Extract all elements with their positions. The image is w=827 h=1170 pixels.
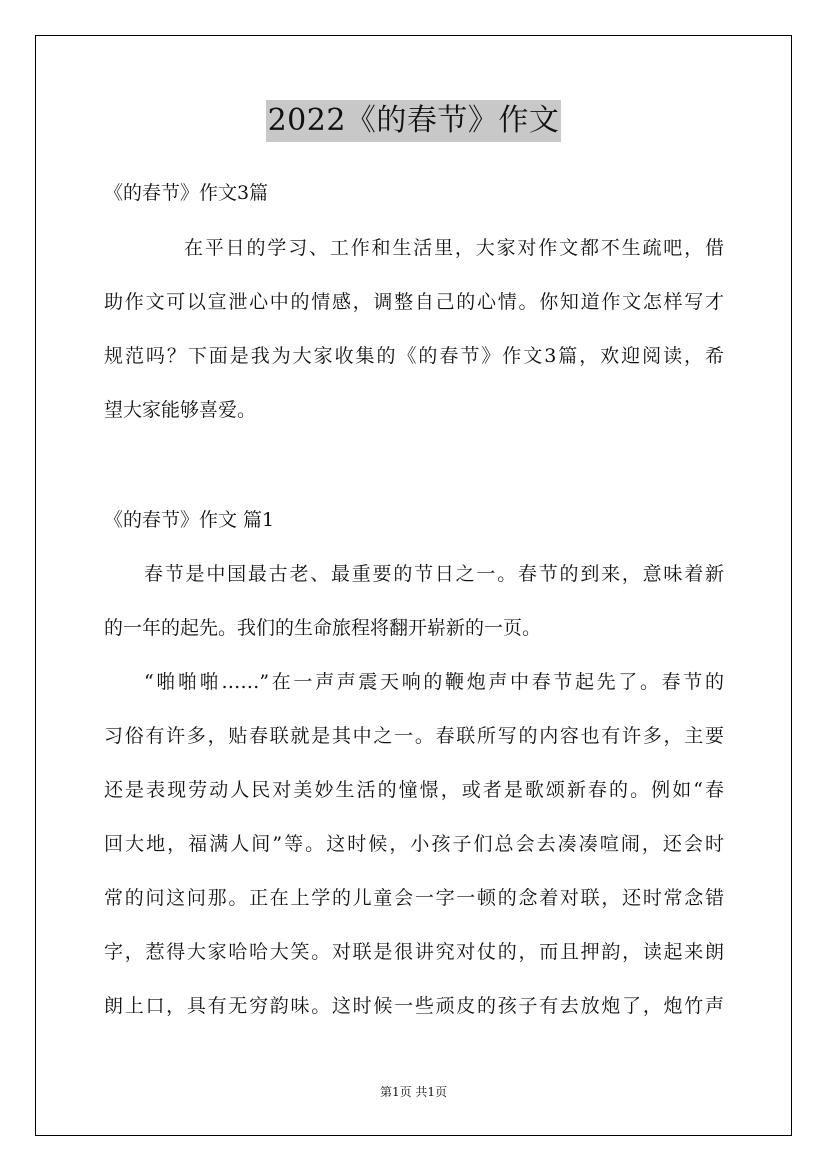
- intro-line-2: 助作文可以宣泄心中的情感，调整自己的心情。你知道作文怎样写才: [104, 291, 724, 313]
- paragraph2-line-3: 还是表现劳动人民对美妙生活的憧憬，或者是歌颂新春的。例如“春: [104, 779, 724, 801]
- intro-line-3: 规范吗？下面是我为大家收集的《的春节》作文3篇，欢迎阅读，希: [104, 345, 724, 367]
- paragraph1-line-2: 的一年的起先。我们的生命旅程将翻开崭新的一页。: [104, 617, 542, 639]
- paragraph2-line-2: 习俗有许多，贴春联就是其中之一。春联所写的内容也有许多，主要: [104, 725, 724, 747]
- intro-line-1: 在平日的学习、工作和生活里，大家对作文都不生疏吧，借: [184, 237, 724, 259]
- paragraph2-line-4: 回大地，福满人间”等。这时候，小孩子们总会去凑凑喧闹，还会时: [104, 833, 724, 855]
- page-footer: 第1页 共1页: [379, 1085, 448, 1099]
- paragraph1-line-1: 春节是中国最古老、最重要的节日之一。春节的到来，意味着新: [144, 563, 724, 585]
- document-subtitle: 《的春节》作文3篇: [104, 182, 269, 204]
- section-heading: 《的春节》作文 篇1: [104, 509, 275, 531]
- paragraph2-line-1: “啪啪啪……”在一声声震天响的鞭炮声中春节起先了。春节的: [144, 671, 724, 693]
- document-title: 2022《的春节》作文: [266, 100, 562, 142]
- paragraph2-line-5: 常的问这问那。正在上学的儿童会一字一顿的念着对联，还时常念错: [104, 887, 724, 909]
- paragraph2-line-6: 字，惹得大家哈哈大笑。对联是很讲究对仗的，而且押韵，读起来朗: [104, 941, 724, 963]
- intro-line-4: 望大家能够喜爱。: [104, 399, 257, 421]
- paragraph2-line-7: 朗上口，具有无穷韵味。这时候一些顽皮的孩子有去放炮了，炮竹声: [104, 995, 724, 1017]
